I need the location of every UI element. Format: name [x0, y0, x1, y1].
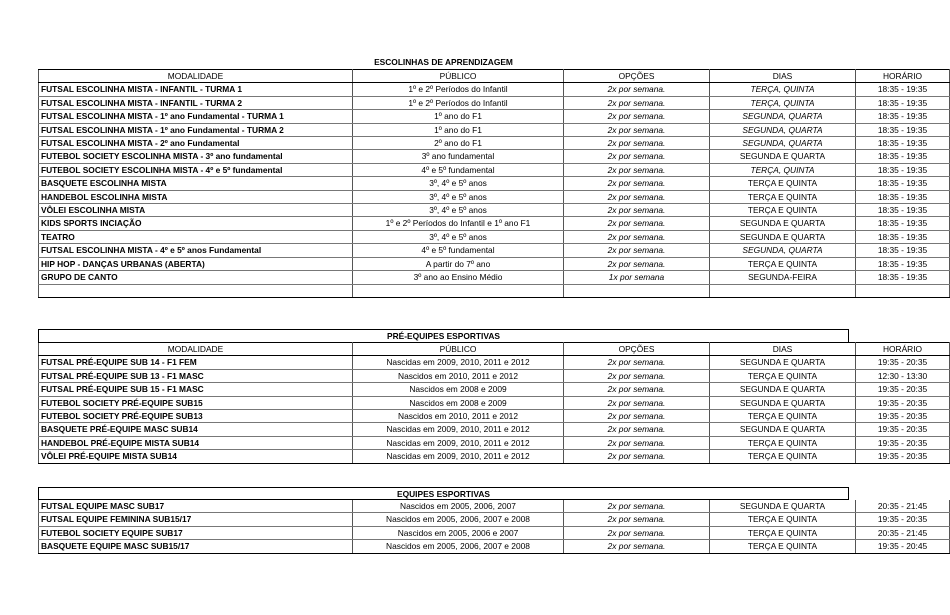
table-row [39, 190, 950, 203]
empty-cell [856, 284, 950, 297]
opcoes-cell: 2x por semana. [564, 137, 710, 150]
modalidade-cell: VÔLEI PRÉ-EQUIPE MISTA SUB14 [39, 450, 353, 463]
table-row [39, 396, 950, 409]
publico-cell: 1º e 2º Períodos do Infantil e 1º ano F1 [353, 217, 564, 230]
publico-cell: Nascidos em 2005, 2006 e 2007 [353, 526, 564, 539]
modalidade-cell: FUTSAL ESCOLINHA MISTA - INFANTIL - TURMA 2 [39, 96, 353, 109]
publico-cell: 3º ano ao Ensino Médio [353, 271, 564, 284]
table-row [39, 137, 950, 150]
modalidade-cell: KIDS SPORTS INCIAÇÃO [39, 217, 353, 230]
table-row [39, 96, 950, 109]
table-row [39, 177, 950, 190]
opcoes-cell: 2x por semana. [564, 450, 710, 463]
section-title: ESCOLINHAS DE APRENDIZAGEM [374, 57, 513, 67]
opcoes-cell: 2x por semana. [564, 163, 710, 176]
modalidade-cell: FUTSAL ESCOLINHA MISTA - 1º ano Fundamental - TURMA 1 [39, 110, 353, 123]
horario-cell: 19:35 - 20:35 [856, 383, 950, 396]
opcoes-cell: 2x por semana. [564, 177, 710, 190]
empty-row [39, 284, 950, 297]
dias-cell: TERÇA E QUINTA [710, 410, 856, 423]
table-row [39, 526, 950, 539]
empty-cell [353, 284, 564, 297]
modalidade-cell: FUTSAL PRÉ-EQUIPE SUB 13 - F1 MASC [39, 369, 353, 382]
opcoes-cell: 2x por semana. [564, 123, 710, 136]
horario-cell: 19:35 - 20:35 [856, 396, 950, 409]
section-title: EQUIPES ESPORTIVAS [38, 487, 849, 500]
dias-cell: SEGUNDA, QUARTA [710, 244, 856, 257]
table-header-row [39, 70, 950, 83]
modalidade-cell: GRUPO DE CANTO [39, 271, 353, 284]
dias-cell: SEGUNDA E QUARTA [710, 217, 856, 230]
horario-cell: 12:30 - 13:30 [856, 369, 950, 382]
publico-cell: 3º, 4º e 5º anos [353, 177, 564, 190]
modalidade-cell: FUTSAL ESCOLINHA MISTA - 1º ano Fundamental - TURMA 2 [39, 123, 353, 136]
table-row [39, 500, 950, 513]
publico-cell: 3º, 4º e 5º anos [353, 204, 564, 217]
modalidade-cell: FUTSAL PRÉ-EQUIPE SUB 14 - F1 FEM [39, 356, 353, 369]
column-header: OPÇÕES [564, 343, 710, 356]
horario-cell: 18:35 - 19:35 [856, 110, 950, 123]
modalidade-cell: FUTSAL ESCOLINHA MISTA - INFANTIL - TURMA 1 [39, 83, 353, 96]
column-header: MODALIDADE [39, 343, 353, 356]
horario-cell: 18:35 - 19:35 [856, 217, 950, 230]
horario-cell: 18:35 - 19:35 [856, 230, 950, 243]
publico-cell: 1º ano do F1 [353, 110, 564, 123]
horario-cell: 18:35 - 19:35 [856, 257, 950, 270]
opcoes-cell: 2x por semana. [564, 217, 710, 230]
dias-cell: SEGUNDA E QUARTA [710, 383, 856, 396]
table-row [39, 230, 950, 243]
opcoes-cell: 2x por semana. [564, 257, 710, 270]
modalidade-cell: FUTEBOL SOCIETY ESCOLINHA MISTA - 3º ano fundamental [39, 150, 353, 163]
opcoes-cell: 2x por semana. [564, 410, 710, 423]
table-row [39, 257, 950, 270]
opcoes-cell: 2x por semana. [564, 150, 710, 163]
column-header: OPÇÕES [564, 70, 710, 83]
opcoes-cell: 2x por semana. [564, 244, 710, 257]
column-header: MODALIDADE [39, 70, 353, 83]
schedule-table [38, 69, 950, 298]
table-row [39, 123, 950, 136]
modalidade-cell: FUTEBOL SOCIETY ESCOLINHA MISTA - 4º e 5º fundamental [39, 163, 353, 176]
column-header: HORÁRIO [856, 70, 950, 83]
modalidade-cell: HANDEBOL PRÉ-EQUIPE MISTA SUB14 [39, 436, 353, 449]
horario-cell: 20:35 - 21:45 [856, 500, 950, 513]
dias-cell: SEGUNDA E QUARTA [710, 396, 856, 409]
table-row [39, 450, 950, 463]
empty-cell [39, 284, 353, 297]
publico-cell: 1º ano do F1 [353, 123, 564, 136]
publico-cell: Nascidas em 2009, 2010, 2011 e 2012 [353, 436, 564, 449]
horario-cell: 18:35 - 19:35 [856, 177, 950, 190]
column-header: DIAS [710, 343, 856, 356]
section-title: PRÉ-EQUIPES ESPORTIVAS [38, 329, 849, 342]
opcoes-cell: 2x por semana. [564, 230, 710, 243]
dias-cell: SEGUNDA, QUARTA [710, 110, 856, 123]
horario-cell: 18:35 - 19:35 [856, 271, 950, 284]
opcoes-cell: 2x por semana. [564, 540, 710, 553]
opcoes-cell: 2x por semana. [564, 526, 710, 539]
table-row [39, 410, 950, 423]
table-row [39, 110, 950, 123]
publico-cell: A partir do 7º ano [353, 257, 564, 270]
opcoes-cell: 2x por semana. [564, 423, 710, 436]
dias-cell: TERÇA E QUINTA [710, 450, 856, 463]
dias-cell: TERÇA E QUINTA [710, 369, 856, 382]
publico-cell: 3º, 4º e 5º anos [353, 190, 564, 203]
publico-cell: Nascidos em 2005, 2006, 2007 e 2008 [353, 513, 564, 526]
opcoes-cell: 1x por semana [564, 271, 710, 284]
dias-cell: SEGUNDA, QUARTA [710, 137, 856, 150]
horario-cell: 19:35 - 20:45 [856, 540, 950, 553]
opcoes-cell: 2x por semana. [564, 204, 710, 217]
horario-cell: 19:35 - 20:35 [856, 513, 950, 526]
opcoes-cell: 2x por semana. [564, 96, 710, 109]
modalidade-cell: FUTSAL EQUIPE FEMININA SUB15/17 [39, 513, 353, 526]
publico-cell: 4º e 5º fundamental [353, 244, 564, 257]
table-header-row [39, 343, 950, 356]
dias-cell: TERÇA E QUINTA [710, 513, 856, 526]
publico-cell: Nascidos em 2008 e 2009 [353, 383, 564, 396]
modalidade-cell: FUTSAL PRÉ-EQUIPE SUB 15 - F1 MASC [39, 383, 353, 396]
column-header: PÚBLICO [353, 70, 564, 83]
publico-cell: Nascidos em 2005, 2006, 2007 e 2008 [353, 540, 564, 553]
opcoes-cell: 2x por semana. [564, 110, 710, 123]
publico-cell: 2º ano do F1 [353, 137, 564, 150]
publico-cell: Nascidas em 2009, 2010, 2011 e 2012 [353, 450, 564, 463]
column-header: HORÁRIO [856, 343, 950, 356]
modalidade-cell: FUTSAL ESCOLINHA MISTA - 2º ano Fundamental [39, 137, 353, 150]
horario-cell: 18:35 - 19:35 [856, 163, 950, 176]
publico-cell: Nascidos em 2008 e 2009 [353, 396, 564, 409]
table-row [39, 271, 950, 284]
modalidade-cell: FUTEBOL SOCIETY PRÉ-EQUIPE SUB13 [39, 410, 353, 423]
horario-cell: 19:35 - 20:35 [856, 410, 950, 423]
horario-cell: 20:35 - 21:45 [856, 526, 950, 539]
opcoes-cell: 2x por semana. [564, 383, 710, 396]
dias-cell: TERÇA E QUINTA [710, 190, 856, 203]
column-header: PÚBLICO [353, 343, 564, 356]
publico-cell: Nascidos em 2010, 2011 e 2012 [353, 369, 564, 382]
publico-cell: 3º, 4º e 5º anos [353, 230, 564, 243]
opcoes-cell: 2x por semana. [564, 83, 710, 96]
modalidade-cell: BASQUETE ESCOLINHA MISTA [39, 177, 353, 190]
modalidade-cell: FUTSAL EQUIPE MASC SUB17 [39, 500, 353, 513]
table-row [39, 356, 950, 369]
horario-cell: 19:35 - 20:35 [856, 450, 950, 463]
opcoes-cell: 2x por semana. [564, 190, 710, 203]
modalidade-cell: BASQUETE EQUIPE MASC SUB15/17 [39, 540, 353, 553]
empty-cell [710, 284, 856, 297]
modalidade-cell: FUTSAL ESCOLINHA MISTA - 4º e 5º anos Fundamental [39, 244, 353, 257]
publico-cell: Nascidos em 2010, 2011 e 2012 [353, 410, 564, 423]
opcoes-cell: 2x por semana. [564, 436, 710, 449]
column-header: DIAS [710, 70, 856, 83]
dias-cell: TERÇA, QUINTA [710, 163, 856, 176]
modalidade-cell: FUTEBOL SOCIETY EQUIPE SUB17 [39, 526, 353, 539]
horario-cell: 19:35 - 20:35 [856, 423, 950, 436]
table-row [39, 436, 950, 449]
table-row [39, 540, 950, 553]
section-equipes [38, 487, 928, 554]
table-row [39, 244, 950, 257]
horario-cell: 19:35 - 20:35 [856, 356, 950, 369]
modalidade-cell: TEATRO [39, 230, 353, 243]
opcoes-cell: 2x por semana. [564, 396, 710, 409]
dias-cell: TERÇA E QUINTA [710, 257, 856, 270]
publico-cell: Nascidos em 2005, 2006, 2007 [353, 500, 564, 513]
horario-cell: 18:35 - 19:35 [856, 150, 950, 163]
horario-cell: 18:35 - 19:35 [856, 96, 950, 109]
dias-cell: TERÇA E QUINTA [710, 526, 856, 539]
publico-cell: Nascidas em 2009, 2010, 2011 e 2012 [353, 423, 564, 436]
horario-cell: 18:35 - 19:35 [856, 83, 950, 96]
dias-cell: SEGUNDA, QUARTA [710, 123, 856, 136]
dias-cell: TERÇA E QUINTA [710, 436, 856, 449]
horario-cell: 19:35 - 20:35 [856, 436, 950, 449]
section-pre-equipes [38, 329, 928, 464]
opcoes-cell: 2x por semana. [564, 513, 710, 526]
schedule-table [38, 500, 950, 554]
table-row [39, 150, 950, 163]
modalidade-cell: BASQUETE PRÉ-EQUIPE MASC SUB14 [39, 423, 353, 436]
table-row [39, 383, 950, 396]
publico-cell: 4º e 5º fundamental [353, 163, 564, 176]
dias-cell: SEGUNDA-FEIRA [710, 271, 856, 284]
horario-cell: 18:35 - 19:35 [856, 190, 950, 203]
horario-cell: 18:35 - 19:35 [856, 123, 950, 136]
section-escolinhas [38, 56, 928, 298]
table-row [39, 204, 950, 217]
opcoes-cell: 2x por semana. [564, 356, 710, 369]
table-row [39, 369, 950, 382]
modalidade-cell: HANDEBOL ESCOLINHA MISTA [39, 190, 353, 203]
table-row [39, 217, 950, 230]
schedule-table [38, 342, 950, 464]
dias-cell: SEGUNDA E QUARTA [710, 230, 856, 243]
publico-cell: 1º e 2º Períodos do Infantil [353, 83, 564, 96]
horario-cell: 18:35 - 19:35 [856, 137, 950, 150]
horario-cell: 18:35 - 19:35 [856, 244, 950, 257]
dias-cell: TERÇA, QUINTA [710, 83, 856, 96]
dias-cell: TERÇA E QUINTA [710, 204, 856, 217]
dias-cell: SEGUNDA E QUARTA [710, 150, 856, 163]
table-row [39, 163, 950, 176]
table-row [39, 423, 950, 436]
dias-cell: TERÇA, QUINTA [710, 96, 856, 109]
modalidade-cell: FUTEBOL SOCIETY PRÉ-EQUIPE SUB15 [39, 396, 353, 409]
dias-cell: TERÇA E QUINTA [710, 177, 856, 190]
table-row [39, 513, 950, 526]
publico-cell: Nascidas em 2009, 2010, 2011 e 2012 [353, 356, 564, 369]
dias-cell: SEGUNDA E QUARTA [710, 356, 856, 369]
modalidade-cell: VÔLEI ESCOLINHA MISTA [39, 204, 353, 217]
dias-cell: SEGUNDA E QUARTA [710, 423, 856, 436]
publico-cell: 1º e 2º Períodos do Infantil [353, 96, 564, 109]
empty-cell [564, 284, 710, 297]
dias-cell: TERÇA E QUINTA [710, 540, 856, 553]
publico-cell: 3º ano fundamental [353, 150, 564, 163]
opcoes-cell: 2x por semana. [564, 369, 710, 382]
modalidade-cell: HIP HOP - DANÇAS URBANAS (ABERTA) [39, 257, 353, 270]
dias-cell: SEGUNDA E QUARTA [710, 500, 856, 513]
horario-cell: 18:35 - 19:35 [856, 204, 950, 217]
opcoes-cell: 2x por semana. [564, 500, 710, 513]
table-row [39, 83, 950, 96]
